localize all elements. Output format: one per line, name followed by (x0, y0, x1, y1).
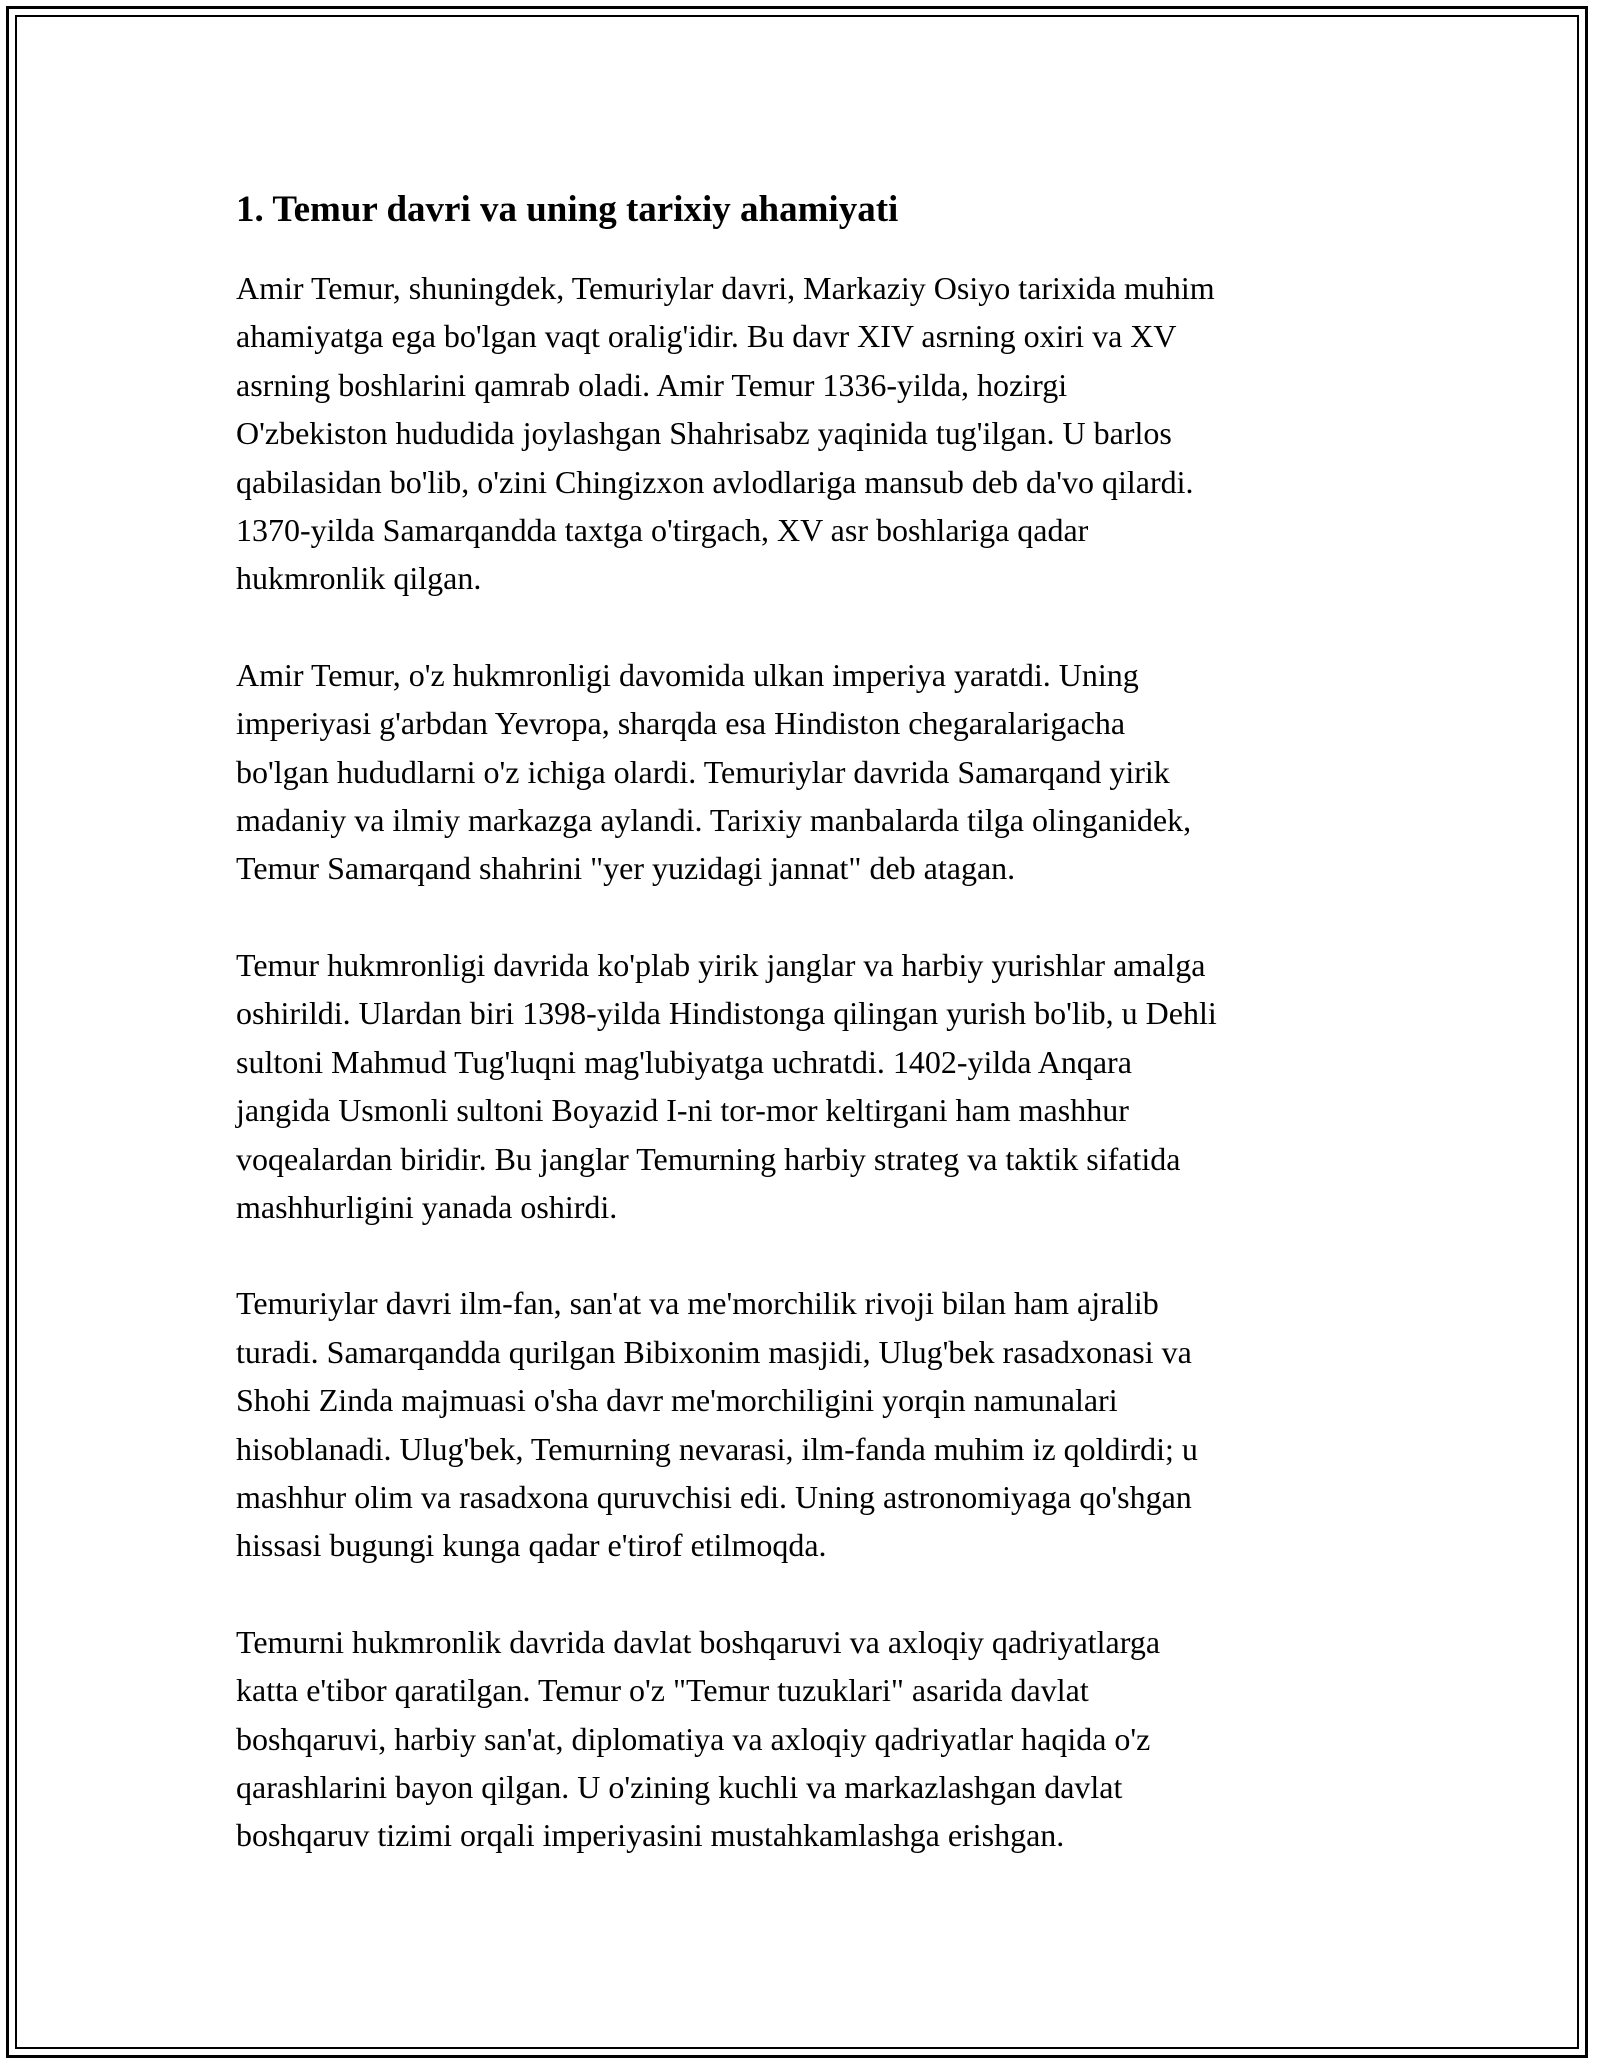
paragraph-3: Temur hukmronligi davrida ko'plab yirik janglar va harbiy yurishlar amalga oshirildi. Ulardan biri 1398-yilda Hindistonga qilingan yurish bo'lib, u Dehli sultoni Mahmud Tug'luqni mag'lubiyatga uchratdi. 1402-yilda Anqara jangida Usmonli sultoni Boyazid I-ni tor-mor keltirgani ham mashhur voqealardan biridir. Bu janglar Temurning harbiy strateg va taktik sifatida mashhurligini yanada oshirdi. (236, 946, 1217, 1225)
paragraph-1: Amir Temur, shuningdek, Temuriylar davri, Markaziy Osiyo tarixida muhim ahamiyatga ega bo'lgan vaqt oralig'idir. Bu davr XIV asrning oxiri va XV asrning boshlarini qamrab oladi. Amir Temur 1336-yilda, hozirgi O'zbekiston hududida joylashgan Shahrisabz yaqinida tug'ilgan. U barlos qabilasidan bo'lib, o'zini Chingizxon avlodlariga mansub deb da'vo qilardi. 1370-yilda Samarqandda taxtga o'tirgach, XV asr boshlariga qadar hukmronlik qilgan. (236, 270, 1215, 597)
paragraph-5: Temurni hukmronlik davrida davlat boshqaruvi va axloqiy qadriyatlarga katta e'tibor qaratilgan. Temur o'z "Temur tuzuklari" asarida davlat boshqaruvi, harbiy san'at, diplomatiya va axloqiy qadriyatlar haqida o'z qarashlarini bayon qilgan. U o'zining kuchli va markazlashgan davlat boshqaruv tizimi orqali imperiyasini mustahkamlashga erishgan. (236, 1623, 1161, 1854)
paragraph-2: Amir Temur, o'z hukmronligi davomida ulkan imperiya yaratdi. Uning imperiyasi g'arbdan Yevropa, sharqda esa Hindiston chegaralarigacha bo'lgan hududlarni o'z ichiga olardi. Temuriylar davrida Samarqand yirik madaniy va ilmiy markazga aylandi. Tarixiy manbalarda tilga olinganidek, Temur Samarqand shahrini "yer yuzidagi jannat" deb atagan. (236, 656, 1192, 887)
paragraph-4: Temuriylar davri ilm-fan, san'at va me'morchilik rivoji bilan ham ajralib turadi. Samarqandda qurilgan Bibixonim masjidi, Ulug'bek rasadxonasi va Shohi Zinda majmuasi o'sha davr me'morchiligini yorqin namunalari hisoblanadi. Ulug'bek, Temurning nevarasi, ilm-fanda muhim iz qoldirdi; u mashhur olim va rasadxona quruvchisi edi. Uning astronomiyaga qo'shgan hissasi bugungi kunga qadar e'tirof etilmoqda. (236, 1285, 1198, 1564)
document-body (236, 188, 1372, 1908)
section-heading: 1. Temur davri va uning tarixiy ahamiyati (236, 189, 899, 230)
